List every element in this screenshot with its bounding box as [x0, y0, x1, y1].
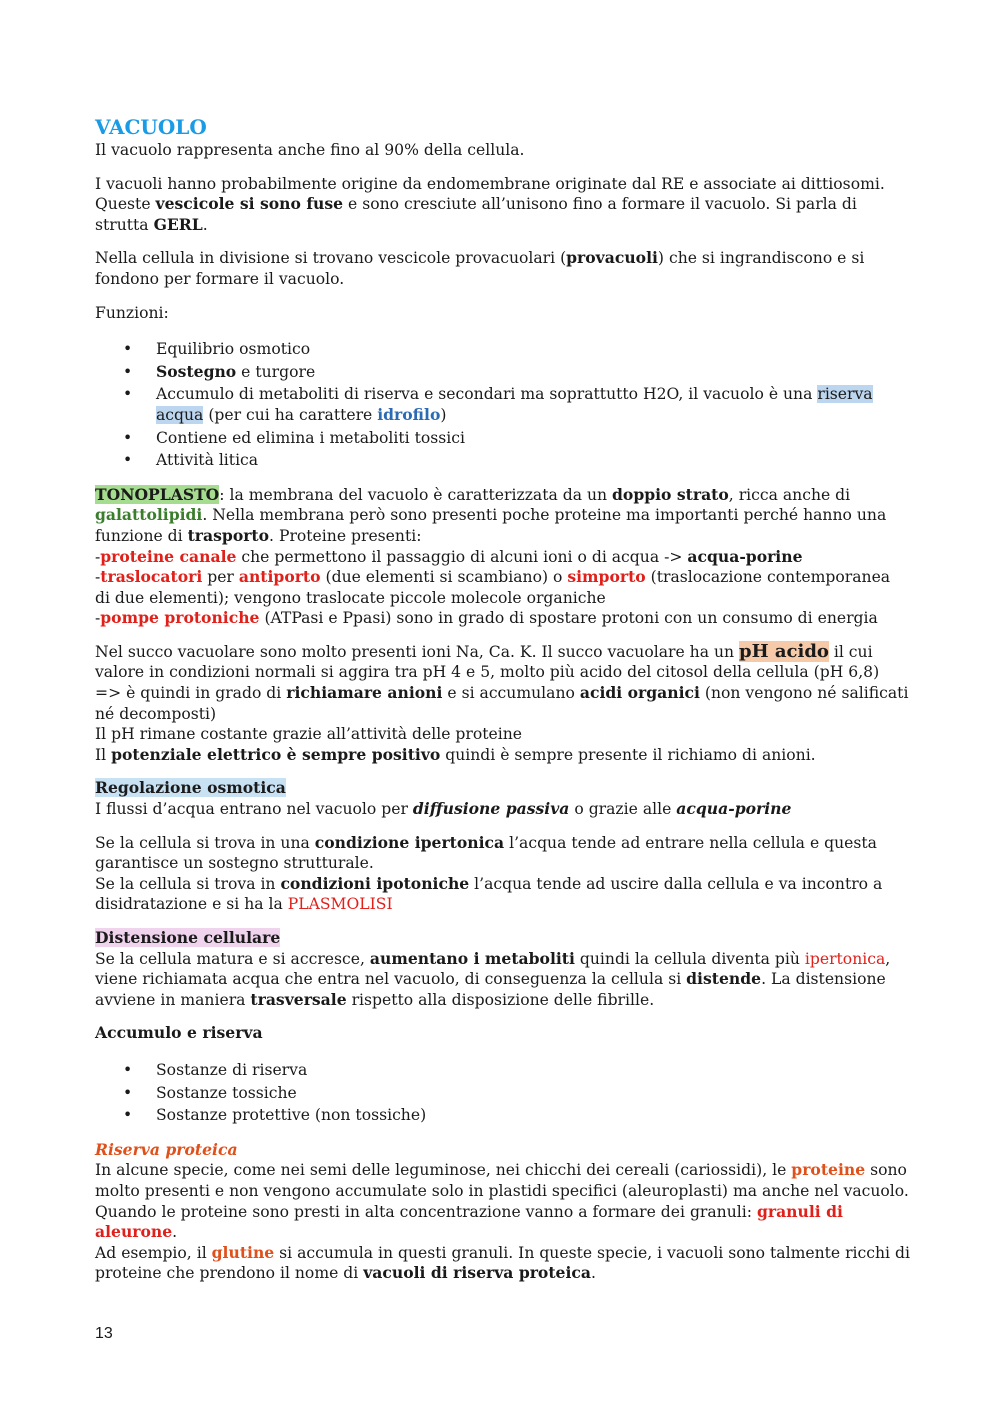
list-item: • Attività litica: [123, 451, 259, 470]
list-item: • Contiene ed elimina i metaboliti tossici: [123, 428, 465, 447]
page-number: 13: [95, 1325, 113, 1342]
list-item: • Sostanze di riserva: [123, 1060, 308, 1079]
section-title: VACUOLO: [95, 115, 207, 139]
intro-paragraph: Il vacuolo rappresenta anche fino al 90% della cellula.: [95, 141, 525, 159]
functions-list: [95, 339, 910, 471]
distension-heading: Distensione cellulare: [95, 928, 281, 947]
list-item: • Sostegno e turgore: [123, 361, 316, 381]
list-item: • Sostanze protettive (non tossiche): [123, 1106, 427, 1125]
succo-paragraph: Nel succo vacuolare sono molto presenti ioni Na, Ca. K. Il succo vacuolare ha un pH acido il cui valore in condizioni normali si aggira tra pH 4 e 5, molto più acido del citosol della cellula (pH 6,8) => è quindi in grado di richiamare anioni e si accumulano acidi organici (non vengono né salificati né decomposti) Il pH rimane costante grazie all’attività delle proteine Il potenziale elettrico è sempre positivo quindi è sempre presente il richiamo di anioni.: [95, 640, 909, 764]
osmotic-paragraph: Regolazione osmotica I flussi d’acqua entrano nel vacuolo per diffusione passiva o grazie alle acqua-porine: [95, 778, 792, 819]
functions-label: Funzioni:: [95, 303, 169, 322]
tonoplast-paragraph: TONOPLASTO: la membrana del vacuolo è caratterizzata da un doppio strato, ricca anche di galattolipidi. Nella membrana però sono presenti poche proteine ma importanti perché hanno una funzione di trasporto. Proteine presenti: -proteine canale che permettono il passaggio di alcuni ioni o di acqua -> acqua-porine -traslocatori per antiporto (due elementi si scambiano) o simporto (traslocazione contemporanea di due elementi); vengono traslocate piccole molecole organiche -pompe protoniche (ATPasi e Ppasi) sono in grado di spostare protoni con un consumo di energia: [95, 484, 891, 628]
origin-paragraph: I vacuoli hanno probabilmente origine da endomembrane originate dal RE e associate ai dittiosomi. Queste vescicole si sono fuse e sono cresciute all’unisono fino a formare il vacuolo. Si parla di strutta GERL.: [95, 174, 885, 234]
list-item: • Equilibrio osmotico: [123, 340, 311, 359]
distension-paragraph: Distensione cellulare Se la cellula matura e si accresce, aumentano i metaboliti quindi la cellula diventa più ipertonica, viene richiamata acqua che entra nel vacuolo, di conseguenza la cellula si distende. La distensione avviene in maniera trasversale rispetto alla disposizione delle fibrille.: [95, 928, 891, 1009]
osmotic-heading: Regolazione osmotica: [95, 778, 286, 798]
list-item: • Sostanze tossiche: [123, 1083, 297, 1102]
protein-reserve-heading: Riserva proteica: [95, 1139, 238, 1159]
page-content: [95, 115, 910, 1297]
storage-list: [95, 1060, 910, 1126]
storage-heading: Accumulo e riserva: [95, 1023, 263, 1043]
list-item: • Accumulo di metaboliti di riserva e secondari ma soprattutto H2O, il vacuolo è una riserva acqua (per cui ha carattere idrofilo): [123, 385, 873, 424]
conditions-paragraph: Se la cellula si trova in una condizione ipertonica l’acqua tende ad entrare nella cellula e questa garantisce un sostegno strutturale. Se la cellula si trova in condizioni ipotoniche l’acqua tende ad uscire dalla cellula e va incontro a disidratazione e si ha la PLASMOLISI: [95, 832, 883, 914]
division-paragraph: Nella cellula in divisione si trovano vescicole provacuolari (provacuoli) che si ingrandiscono e si fondono per formare il vacuolo.: [95, 248, 865, 288]
protein-reserve-paragraph: Riserva proteica In alcune specie, come nei semi delle leguminose, nei chicchi dei cereali (cariossidi), le proteine sono molto presenti e non vengono accumulate solo in plastidi specifici (aleuroplasti) ma anche nel vacuolo. Quando le proteine sono presti in alta concentrazione vanno a formare dei granuli: granuli di aleurone. Ad esempio, il glutine si accumula in questi granuli. In queste specie, i vacuoli sono talmente ricchi di proteine che prendono il nome di vacuoli di riserva proteica.: [95, 1139, 910, 1283]
